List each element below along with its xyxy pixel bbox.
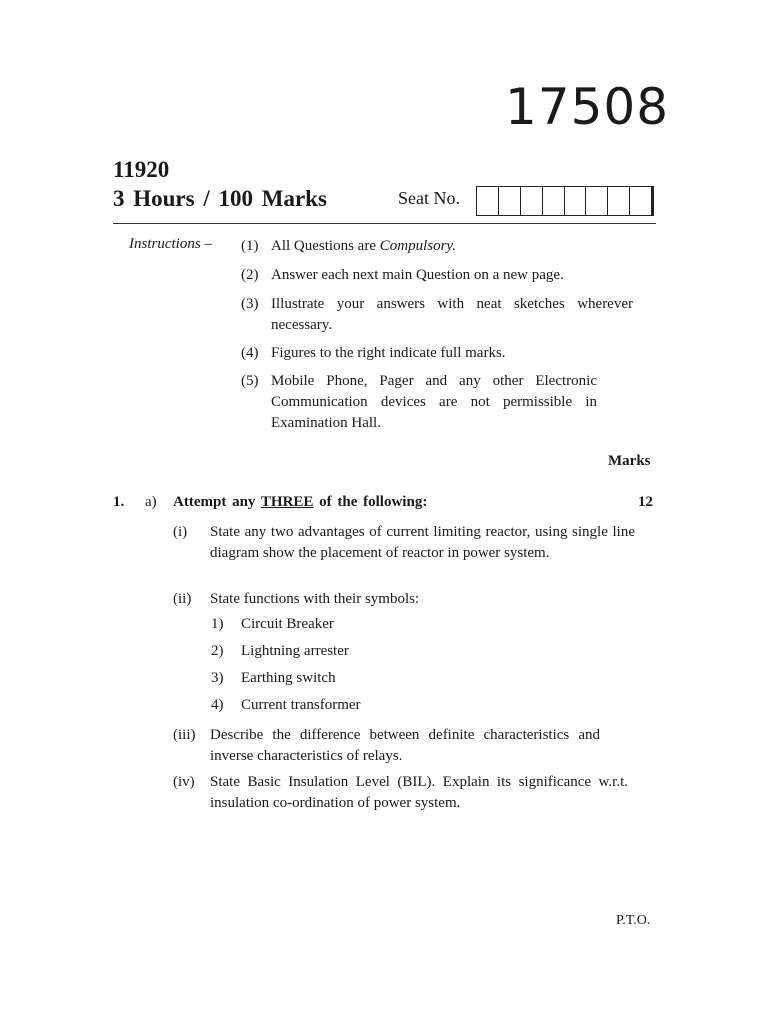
seat-number-label: Seat No. (398, 188, 460, 208)
list-item-number: 1) (211, 616, 224, 632)
instruction-item (241, 236, 641, 257)
instruction-item (241, 265, 641, 286)
instruction-text: Illustrate your answers with neat sketches wherever necessary. (271, 296, 633, 333)
compulsory-emphasis: Compulsory. (379, 238, 456, 254)
question-part: a) (145, 494, 157, 510)
instruction-item (241, 343, 641, 364)
marks-column-heading: Marks (608, 453, 651, 469)
seat-digit-box[interactable] (477, 187, 499, 215)
exam-code: 11920 (113, 157, 170, 182)
header-divider (113, 223, 656, 224)
three-emphasis: THREE (260, 494, 314, 510)
seat-digit-box[interactable] (499, 187, 521, 215)
instruction-text: Mobile Phone, Pager and any other Electronic Communication devices are not permissible in Examination Hall. (271, 373, 597, 431)
list-item-number: 4) (211, 697, 224, 713)
subquestion (173, 725, 643, 767)
instruction-item (241, 371, 641, 434)
instructions-label: Instructions – (129, 236, 212, 252)
list-item-text: Current transformer (241, 697, 361, 713)
subquestion (173, 522, 643, 584)
instruction-number: (4) (241, 345, 259, 361)
subquestion-text: State functions with their symbols: (210, 591, 420, 607)
please-turn-over: P.T.O. (616, 913, 651, 928)
instruction-text: Answer each next main Question on a new page. (271, 267, 564, 283)
instruction-text: Figures to the right indicate full marks. (271, 345, 506, 361)
list-item (211, 697, 511, 717)
instruction-item (241, 294, 641, 336)
subquestion-text: State any two advantages of current limiting reactor, using single line diagram show the placement of reactor in power system. (210, 524, 635, 561)
list-item-text: Earthing switch (241, 670, 336, 686)
subquestion-text: Describe the difference between definite characteristics and inverse characteristics of relays. (210, 727, 600, 764)
duration-and-marks: 3 Hours / 100 Marks (113, 186, 327, 211)
list-item-text: Lightning arrester (241, 643, 349, 659)
seat-digit-box[interactable] (630, 187, 651, 215)
question-marks: 12 (638, 494, 653, 510)
subquestion-number: (ii) (173, 591, 192, 607)
list-item (211, 643, 511, 663)
seat-number-boxes[interactable] (476, 186, 654, 216)
list-item (211, 616, 511, 636)
seat-digit-box[interactable] (521, 187, 543, 215)
subquestion-text: State Basic Insulation Level (BIL). Explain its significance w.r.t. insulation co-ordination of power system. (210, 774, 628, 811)
instruction-text: All Questions are Compulsory. (271, 238, 456, 254)
instruction-number: (5) (241, 373, 259, 389)
paper-code: 17508 (505, 78, 670, 136)
question-title: Attempt any THREE of the following: (173, 494, 428, 510)
instruction-number: (1) (241, 238, 259, 254)
instruction-number: (3) (241, 296, 259, 312)
list-item-text: Circuit Breaker (241, 616, 334, 632)
subquestion-number: (iv) (173, 774, 195, 790)
list-item (211, 670, 511, 690)
seat-digit-box[interactable] (543, 187, 565, 215)
seat-digit-box[interactable] (608, 187, 630, 215)
subquestion-number: (iii) (173, 727, 196, 743)
list-item-number: 3) (211, 670, 224, 686)
subquestion-number: (i) (173, 524, 188, 540)
question-number: 1. (113, 494, 125, 510)
subquestion (173, 589, 643, 610)
seat-digit-box[interactable] (565, 187, 587, 215)
list-item-number: 2) (211, 643, 224, 659)
subquestion (173, 772, 643, 814)
seat-digit-box[interactable] (586, 187, 608, 215)
instruction-number: (2) (241, 267, 259, 283)
